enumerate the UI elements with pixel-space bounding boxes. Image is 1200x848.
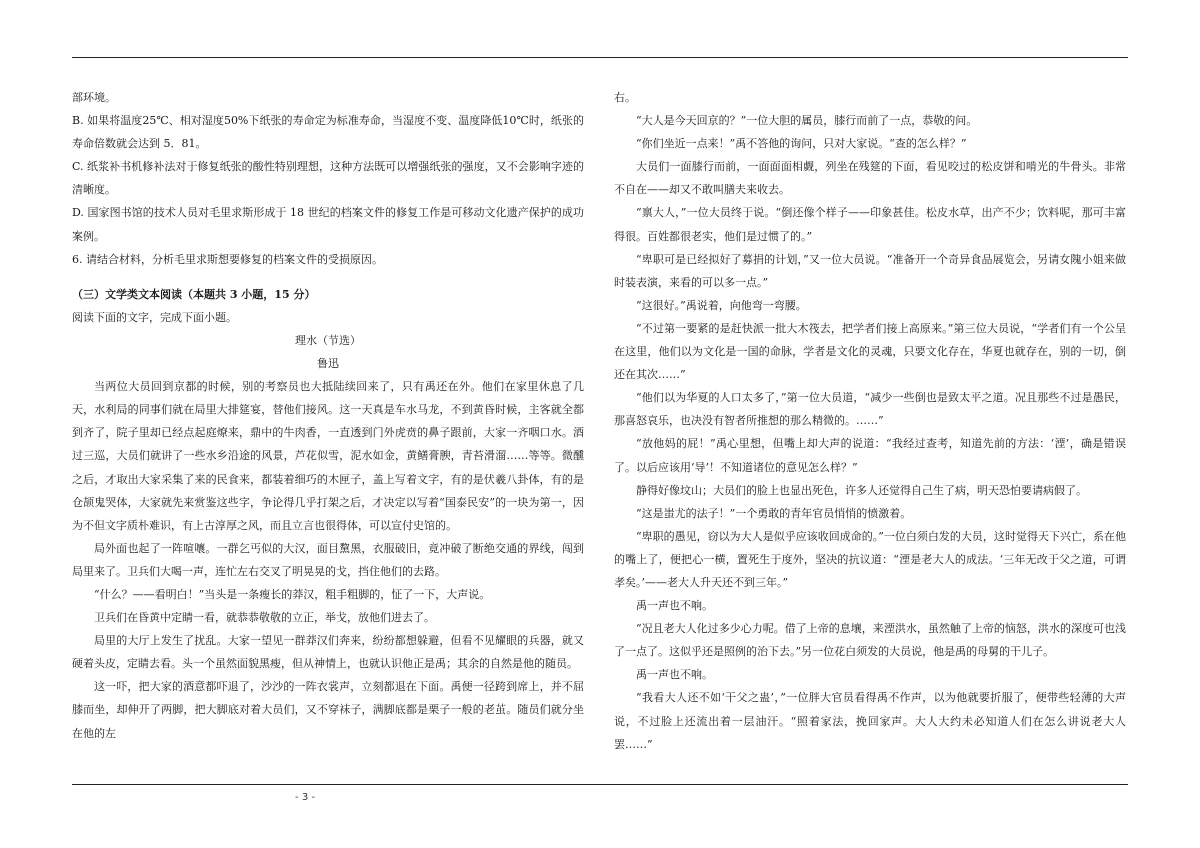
story-paragraph: 卫兵们在昏黄中定睛一看，就恭恭敬敬的立正，举戈，放他们进去了。 (94, 611, 435, 625)
paragraph: 部环境。 (72, 91, 116, 104)
story-paragraph: “我看大人还不如‘干父之蛊’，”一位胖大官员看得禹不作声，以为他就要折服了，便带些轻薄的大声说，不过脸上还流出着一层油汗。“照着家法，挽回家声。大人大约未必知道人们在怎么讲说老大人罢……” (614, 691, 1126, 751)
story-paragraph: “这是蚩尤的法子！”一个勇敢的青年官员悄悄的愤激着。 (636, 506, 912, 520)
footer-rule (72, 784, 1128, 785)
story-paragraph: 静得好像坟山；大员们的脸上也显出死色，许多人还觉得自己生了病，明天恐怕要请病假了。 (636, 483, 1087, 497)
story-paragraph: “大人是今天回京的？”一位大胆的属员，膝行而前了一点，恭敬的问。 (636, 114, 978, 128)
story-paragraph: “他们以为华夏的人口太多了，”第一位大员道，“减少一些倒也是致太平之道。况且那些不过是愚民，那喜怒哀乐，也决没有智者所推想的那么精微的。……” (614, 391, 1126, 428)
story-paragraph: 大员们一面膝行而前，一面面面相觑，列坐在残筵的下面，看见咬过的松皮饼和啃光的牛骨头。非常不自在——却又不敢叫膳夫来收去。 (614, 160, 1126, 197)
header-rule (72, 57, 1128, 58)
story-paragraph: 局里的大厅上发生了扰乱。大家一望见一群莽汉们奔来，纷纷都想躲避，但看不见耀眼的兵器，就又硬着头皮，定睛去看。头一个虽然面貌黑瘦，但从神情上，也就认识他正是禹；其余的自然是他的随员。 (72, 634, 584, 671)
story-paragraph: “况且老大人化过多少心力呢。借了上帝的息壤，来湮洪水，虽然触了上帝的恼怒，洪水的深度可也浅了一点了。这似乎还是照例的治下去。”另一位花白须发的大员说，他是禹的母舅的干儿子。 (614, 622, 1126, 659)
story-paragraph: “放他妈的屁！”禹心里想，但嘴上却大声的说道：“我经过查考，知道先前的方法：‘湮’，确是错误了。以后应该用‘导’！不知道诸位的意见怎么样？” (614, 437, 1126, 474)
story-paragraph: “这很好。”禹说着，向他弯一弯腰。 (636, 298, 807, 312)
story-paragraph: “不过第一要紧的是赶快派一批大木筏去，把学者们接上高原来。”第三位大员说，“学者们有一个公呈在这里，他们以为文化是一国的命脉，学者是文化的灵魂，只要文化存在，华夏也就存在，别的一切，倒还在其次……” (614, 321, 1126, 382)
story-paragraph: 局外面也起了一阵喧嚷。一群乞丐似的大汉，面目黧黑，衣服破旧，竟冲破了断绝交通的界线，闯到局里来了。卫兵们大喝一声，连忙左右交叉了明晃晃的戈，挡住他们的去路。 (72, 541, 584, 578)
story-paragraph: 禹一声也不响。 (636, 668, 713, 682)
question-6: 6. 请结合材料，分析毛里求斯想要修复的档案文件的受损原因。 (72, 252, 383, 266)
story-paragraph: “卑职可是已经拟好了募捐的计划，”又一位大员说。“准备开一个奇异食品展览会，另请女隗小姐来做时装表演，来看的可以多一点。” (614, 252, 1126, 289)
story-paragraph: 当两位大员回到京都的时候，别的考察员也大抵陆续回来了，只有禹还在外。他们在家里休息了几天，水利局的同事们就在局里大排筵宴，替他们接风。这一天真是车水马龙，不到黄昏时候，主客就全都到齐了，院子里却已经点起庭燎来，鼎中的牛肉香，一直透到门外虎贲的鼻子跟前，大家一齐咽口水。酒过三巡，大员们就讲了一些水乡沿途的风景，芦花似雪，泥水如金，黄鳝膏腴，青苔滑溜……等等。微醺之后，才取出大家采集了来的民食来，都装着细巧的木匣子，盖上写着文字，有的是伏羲八卦体，有的是仓颉鬼哭体，大家就先来赏鉴这些字，争论得几乎打架之后，才决定以写着“国泰民安”的一块为第一，因为不但文字质朴难识，有上古淳厚之风，而且立言也很得体，可以宣付史馆的。 (72, 380, 584, 532)
story-author: 鲁迅 (317, 357, 339, 371)
story-paragraph: 这一吓，把大家的酒意都吓退了，沙沙的一阵衣裳声，立刻都退在下面。禹便一径跨到席上，并不屈膝而坐，却伸开了两脚，把大脚底对着大员们，又不穿袜子，满脚底都是栗子一般的老茧。随员们就分坐在他的左 (72, 680, 584, 740)
right-column (614, 86, 1126, 756)
instruction: 阅读下面的文字，完成下面小题。 (72, 310, 237, 324)
story-paragraph: “什么？——看明白！”当头是一条瘦长的莽汉，粗手粗脚的，怔了一下，大声说。 (94, 587, 491, 601)
left-column (72, 86, 584, 745)
story-paragraph: “卑职的愚见，窃以为大人是似乎应该收回成命的。”一位白须白发的大员，这时觉得天下兴亡，系在他的嘴上了，便把心一横，置死生于度外，坚决的抗议道：“湮是老大人的成法。‘三年无改于父之道，可谓孝矣。’——老大人升天还不到三年。” (614, 529, 1126, 589)
option-b: B. 如果将温度25℃、相对湿度50%下纸张的寿命定为标准寿命，当湿度不变、温度降低10℃时，纸张的寿命倍数就会达到 5．81。 (72, 114, 584, 151)
option-c: C. 纸浆补书机修补法对于修复纸张的酸性特别理想，这种方法既可以增强纸张的强度，又不会影响字迹的清晰度。 (72, 160, 584, 197)
option-d: D. 国家图书馆的技术人员对毛里求斯形成于 18 世纪的档案文件的修复工作是可移动文化遗产保护的成功案例。 (72, 206, 584, 243)
story-paragraph: “禀大人，”一位大员终于说。“倒还像个样子——印象甚佳。松皮水草，出产不少；饮料呢，那可丰富得很。百姓都很老实，他们是过惯了的。” (614, 206, 1126, 243)
story-paragraph: 右。 (614, 91, 636, 104)
story-paragraph: 禹一声也不响。 (636, 599, 713, 613)
story-title: 理水（节选） (295, 333, 361, 347)
story-paragraph: “你们坐近一点来！”禹不答他的询问，只对大家说。“查的怎么样？” (636, 137, 967, 151)
section-title: （三）文学类文本阅读（本题共 3 小题，15 分） (72, 287, 316, 301)
page-number: - 3 - (295, 792, 315, 803)
